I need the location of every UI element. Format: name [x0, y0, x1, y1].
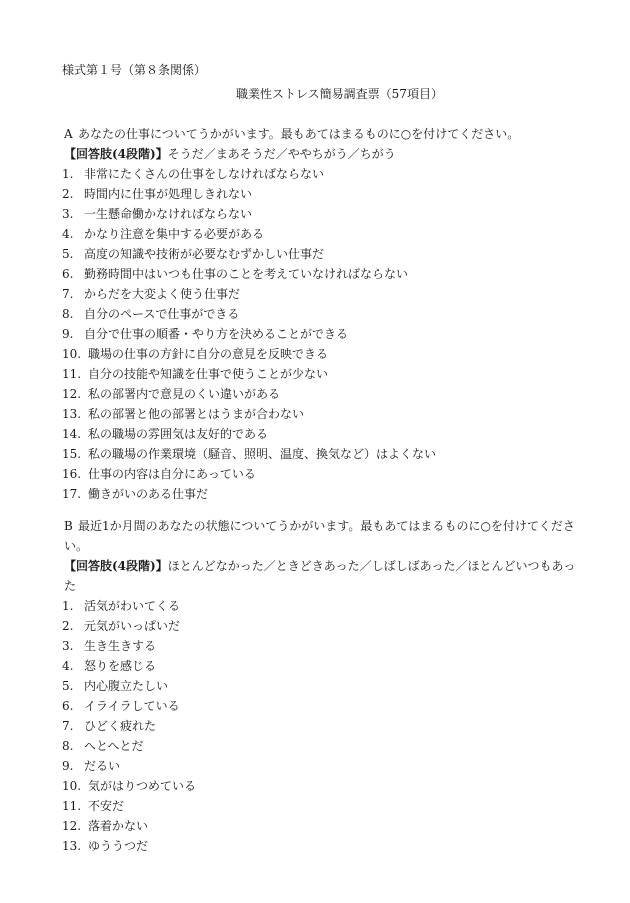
section-b-heading-text-line1: 最近1か月間のあなたの状態についてうかがいます。最もあてはまるものに○を付けてくださ — [78, 519, 575, 533]
section-a-question-item — [62, 284, 577, 304]
section-a-question-item — [62, 184, 577, 204]
question-text: 職場の仕事の方針に自分の意見を反映できる — [88, 347, 329, 361]
question-number: 2. — [62, 619, 74, 633]
section-b-question-item — [62, 676, 577, 696]
question-number: 11. — [62, 367, 82, 381]
section-b-question-item — [62, 656, 577, 676]
document-title: 職業性ストレス簡易調査票（57項目） — [236, 87, 443, 101]
section-b-question-item — [62, 776, 577, 796]
question-number: 4. — [62, 659, 74, 673]
question-text: ゆううつだ — [88, 839, 149, 853]
question-text: 怒りを感じる — [84, 659, 157, 673]
section-a-question-item — [62, 424, 577, 444]
question-text: 私の部署と他の部署とはうまが合わない — [88, 407, 305, 421]
question-number: 12. — [62, 819, 82, 833]
question-text: かなり注意を集中する必要がある — [84, 227, 265, 241]
question-text: 自分のペースで仕事ができる — [84, 307, 240, 321]
question-text: 高度の知識や技術が必要なむずかしい仕事だ — [84, 247, 325, 261]
question-text: へとへとだ — [84, 739, 144, 753]
question-number: 4. — [62, 227, 74, 241]
question-text: 働きがいのある仕事だ — [88, 487, 209, 501]
section-a-answer-options — [62, 144, 577, 164]
section-b-question-item — [62, 596, 577, 616]
section-a-question-item — [62, 384, 577, 404]
question-text: 元気がいっぱいだ — [84, 619, 181, 633]
question-number: 1. — [62, 167, 74, 181]
section-b-heading-line2: い。 — [64, 539, 89, 553]
question-number: 9. — [62, 759, 74, 773]
section-a-answer-choices: そうだ／まあそうだ／ややちがう／ちがう — [167, 147, 396, 161]
question-text: だるい — [84, 759, 121, 773]
form-number: 様式第１号（第８条関係） — [62, 63, 207, 77]
section-a-heading — [62, 124, 577, 144]
question-number: 10. — [62, 779, 82, 793]
question-number: 7. — [62, 287, 74, 301]
question-text: 落着かない — [88, 819, 149, 833]
section-b-question-item — [62, 736, 577, 756]
section-a-question-item — [62, 484, 577, 504]
section-a-letter: A — [64, 127, 73, 141]
question-text: 不安だ — [88, 799, 125, 813]
section-b-answer-choices: ほとんどなかった／ときどきあった／しばしばあった／ほとんどいつもあった — [64, 559, 576, 593]
question-number: 12. — [62, 387, 82, 401]
section-a-question-item — [62, 344, 577, 364]
question-text: ひどく疲れた — [84, 719, 157, 733]
section-b-question-item — [62, 796, 577, 816]
section-b-question-item — [62, 836, 577, 856]
question-number: 17. — [62, 487, 82, 501]
question-number: 6. — [62, 267, 74, 281]
section-a-question-item — [62, 224, 577, 244]
section-b-answer-label: 【回答肢(4段階)】 — [64, 559, 168, 573]
section-a-question-item — [62, 164, 577, 184]
question-number: 14. — [62, 427, 82, 441]
document-page — [62, 60, 577, 856]
section-b-answer-options — [62, 556, 577, 596]
section-a-question-item — [62, 264, 577, 284]
section-b-item-list — [62, 596, 577, 856]
section-a — [62, 124, 577, 504]
question-number: 7. — [62, 719, 74, 733]
section-b-question-item — [62, 816, 577, 836]
question-number: 13. — [62, 407, 82, 421]
question-text: 仕事の内容は自分にあっている — [88, 467, 256, 481]
section-a-question-item — [62, 244, 577, 264]
section-a-item-list — [62, 164, 577, 504]
section-a-question-item — [62, 324, 577, 344]
question-text: 私の職場の雰囲気は友好的である — [88, 427, 269, 441]
question-number: 8. — [62, 739, 74, 753]
question-number: 9. — [62, 327, 74, 341]
question-number: 3. — [62, 207, 74, 221]
section-a-heading-text: あなたの仕事についてうかがいます。最もあてはまるものに○を付けてください。 — [78, 127, 520, 141]
question-text: 私の職場の作業環境（騒音、照明、温度、換気など）はよくない — [88, 447, 437, 461]
question-number: 1. — [62, 599, 74, 613]
question-text: 気がはりつめている — [88, 779, 197, 793]
question-text: 一生懸命働かなければならない — [84, 207, 253, 221]
section-b-question-item — [62, 716, 577, 736]
question-number: 5. — [62, 247, 74, 261]
section-b-question-item — [62, 636, 577, 656]
section-b-heading — [62, 516, 577, 536]
question-number: 16. — [62, 467, 82, 481]
question-text: からだを大変よく使う仕事だ — [84, 287, 241, 301]
section-b-question-item — [62, 756, 577, 776]
section-a-answer-label: 【回答肢(4段階)】 — [64, 147, 168, 161]
section-a-question-item — [62, 204, 577, 224]
section-b-question-item — [62, 616, 577, 636]
section-a-question-item — [62, 404, 577, 424]
question-text: 内心腹立たしい — [84, 679, 169, 693]
section-b-question-item — [62, 696, 577, 716]
question-text: 活気がわいてくる — [84, 599, 181, 613]
question-number: 10. — [62, 347, 82, 361]
question-number: 3. — [62, 639, 74, 653]
question-text: 勤務時間中はいつも仕事のことを考えていなければならない — [84, 267, 409, 281]
section-a-question-item — [62, 444, 577, 464]
question-text: 私の部署内で意見のくい違いがある — [88, 387, 281, 401]
question-number: 13. — [62, 839, 82, 853]
question-number: 8. — [62, 307, 74, 321]
section-b-letter: B — [64, 519, 73, 533]
section-a-question-item — [62, 364, 577, 384]
question-number: 15. — [62, 447, 82, 461]
section-b — [62, 516, 577, 856]
section-a-question-item — [62, 304, 577, 324]
question-text: 生き生きする — [84, 639, 157, 653]
question-number: 11. — [62, 799, 82, 813]
question-text: 自分の技能や知識を仕事で使うことが少ない — [88, 367, 329, 381]
question-text: 非常にたくさんの仕事をしなければならない — [84, 167, 325, 181]
section-a-question-item — [62, 464, 577, 484]
question-text: 時間内に仕事が処理しきれない — [84, 187, 253, 201]
question-number: 5. — [62, 679, 74, 693]
question-text: イライラしている — [84, 699, 180, 713]
question-text: 自分で仕事の順番・やり方を決めることができる — [84, 327, 349, 341]
question-number: 2. — [62, 187, 74, 201]
question-number: 6. — [62, 699, 74, 713]
